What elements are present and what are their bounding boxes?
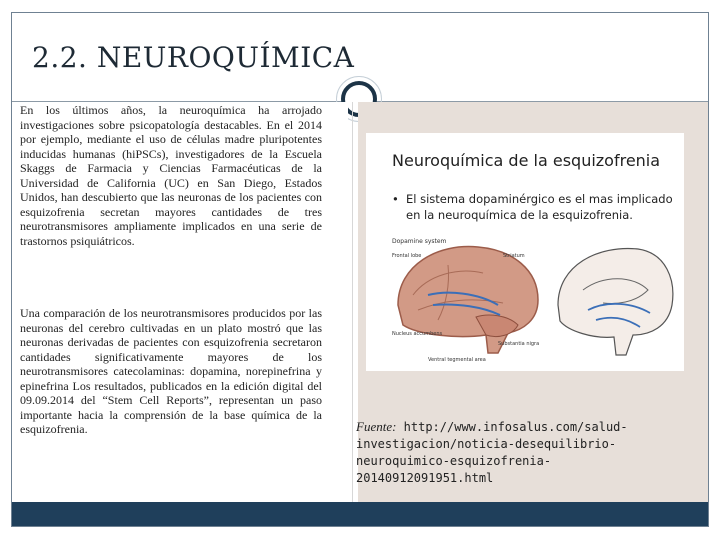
brain-label-ventral-tegmental-area: Ventral tegmental area — [428, 357, 486, 363]
paragraph-2: Una comparación de los neurotransmisores producidos por las neuronas del cerebro cultivadas en un plato mostró que las neuronas derivadas de pacientes con esquizofrenia secretaron cantidades significativamente mayores de los neurotransmisores catecolaminas: dopamina, norepinefrina y epinefrina Los resultados, publicados en la edición digital del 09.09.2014 del “Stem Cell Reports”, representan un paso importante hacia la comprensión de la base química de la esquizofrenia. — [20, 306, 322, 436]
brain-illustration-icon — [388, 235, 678, 365]
brain-label-dopamine-system: Dopamine system — [392, 238, 447, 245]
brain-label-striatum: Striatum — [503, 253, 525, 259]
figure-image — [366, 133, 684, 371]
source-citation — [356, 418, 686, 487]
slide-title: 2.2. NEUROQUÍMICA — [32, 41, 355, 74]
source-url-link[interactable]: http://www.infosalus.com/salud-investigacion/noticia-desequilibrio-neuroquimico-esquizofrenia-20140912091951.html — [356, 420, 628, 485]
brain-label-substantia-nigra: Substantia nigra — [498, 341, 540, 347]
brain-label-frontal-lobe: Frontal lobe — [392, 253, 422, 259]
brain-label-nucleus-accumbens: Nucleus accumbens — [392, 331, 443, 337]
source-label: Fuente: — [356, 419, 397, 434]
footer-bar — [12, 502, 708, 526]
figure-title: Neuroquímica de la esquizofrenia — [392, 151, 661, 170]
column-divider — [352, 102, 353, 502]
figure-bullet: • El sistema dopaminérgico es el mas implicado en la neuroquímica de la esquizofrenia. — [392, 191, 686, 223]
paragraph-1: En los últimos años, la neuroquímica ha arrojado investigaciones sobre psicopatología destacables. En el 2014 por ejemplo, mediante el uso de células madre pluripotentes inducidas humanas (hiPSCs), investigadores de la Escuela Skaggs de Farmacia y Ciencias Farmacéuticas de la Universidad de California (UC) en San Diego, Estados Unidos, han descubierto que las neuronas de los pacientes con esquizofrenia secretan mayores cantidades de tres neurotransmisores ampliamente implicados en una serie de trastornos psiquiátricos. — [20, 103, 322, 248]
